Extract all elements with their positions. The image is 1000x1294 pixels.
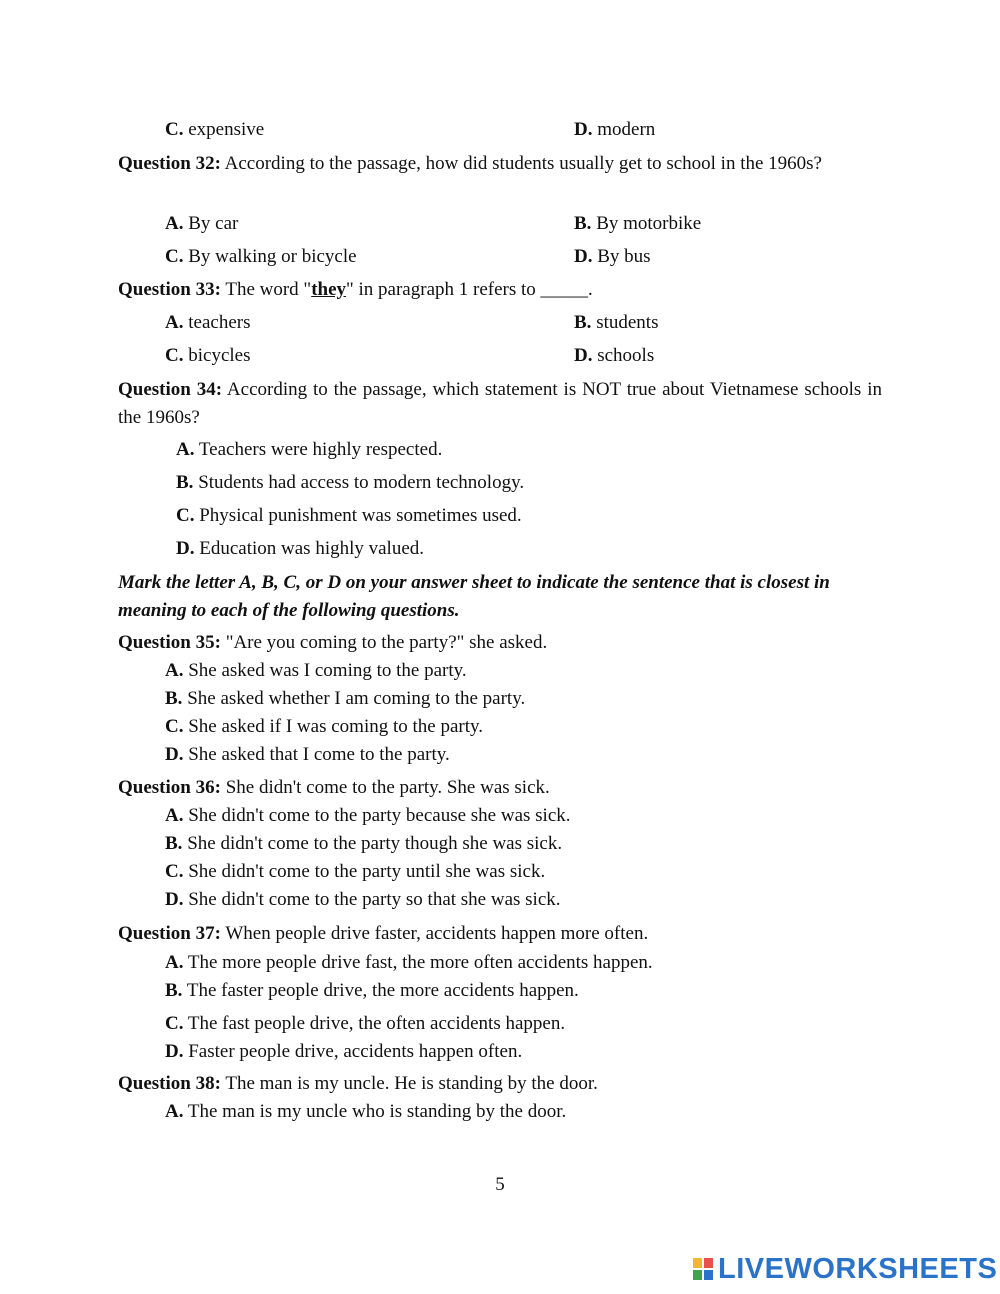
q34-option-b: B. Students had access to modern technology. — [176, 472, 525, 493]
q34-stem: Question 34: According to the passage, which statement is NOT true about Vietnamese schools in the 1960s? — [118, 379, 882, 428]
q35-stem: Question 35: "Are you coming to the party?" she asked. — [118, 632, 548, 653]
q35-option-b: B. She asked whether I am coming to the party. — [165, 688, 526, 709]
q35-option-c: C. She asked if I was coming to the party. — [165, 716, 484, 737]
page-number: 5 — [495, 1174, 505, 1195]
q33-option-a: A. teachers — [165, 312, 251, 333]
q34-option-d: D. Education was highly valued. — [176, 538, 425, 559]
q32-option-a: A. By car — [165, 213, 239, 234]
q37-option-a: A. The more people drive fast, the more often accidents happen. — [165, 952, 653, 973]
q38-option-a: A. The man is my uncle who is standing by the door. — [165, 1101, 567, 1122]
q36-option-b: B. She didn't come to the party though she was sick. — [165, 833, 563, 854]
q36-stem: Question 36: She didn't come to the party. She was sick. — [118, 777, 550, 798]
q33-stem: Question 33: The word "they" in paragraph 1 refers to _____. — [118, 279, 593, 300]
q32-stem: Question 32: According to the passage, how did students usually get to school in the 1960s? — [118, 153, 822, 174]
q37-option-d: D. Faster people drive, accidents happen often. — [165, 1041, 523, 1062]
q36-option-a: A. She didn't come to the party because she was sick. — [165, 805, 571, 826]
q34-option-c: C. Physical punishment was sometimes used. — [176, 505, 522, 526]
q31-option-c: C. expensive — [165, 119, 265, 140]
q37-option-c: C. The fast people drive, the often accidents happen. — [165, 1013, 566, 1034]
q36-option-d: D. She didn't come to the party so that she was sick. — [165, 889, 561, 910]
liveworksheets-logo[interactable] — [693, 1252, 998, 1285]
q31-option-d: D. modern — [574, 119, 656, 140]
liveworksheets-logo-text: LIVEWORKSHEETS — [718, 1252, 998, 1285]
q33-option-c: C. bicycles — [165, 345, 251, 366]
q32-option-c: C. By walking or bicycle — [165, 246, 357, 267]
q35-option-a: A. She asked was I coming to the party. — [165, 660, 467, 681]
q32-option-b: B. By motorbike — [574, 213, 702, 234]
q33-option-d: D. schools — [574, 345, 655, 366]
q35-option-d: D. She asked that I come to the party. — [165, 744, 450, 765]
q33-option-b: B. students — [574, 312, 659, 333]
q33-keyword: they — [311, 279, 347, 300]
liveworksheets-logo-icon — [693, 1257, 715, 1281]
q37-stem: Question 37: When people drive faster, accidents happen more often. — [118, 923, 649, 944]
q32-option-d: D. By bus — [574, 246, 651, 267]
q36-option-c: C. She didn't come to the party until she was sick. — [165, 861, 546, 882]
q38-stem: Question 38: The man is my uncle. He is standing by the door. — [118, 1073, 598, 1094]
section-instruction: Mark the letter A, B, C, or D on your answer sheet to indicate the sentence that is closest in meaning to each of the following questions. — [118, 572, 830, 621]
q37-option-b: B. The faster people drive, the more accidents happen. — [165, 980, 579, 1001]
q34-option-a: A. Teachers were highly respected. — [176, 439, 443, 460]
